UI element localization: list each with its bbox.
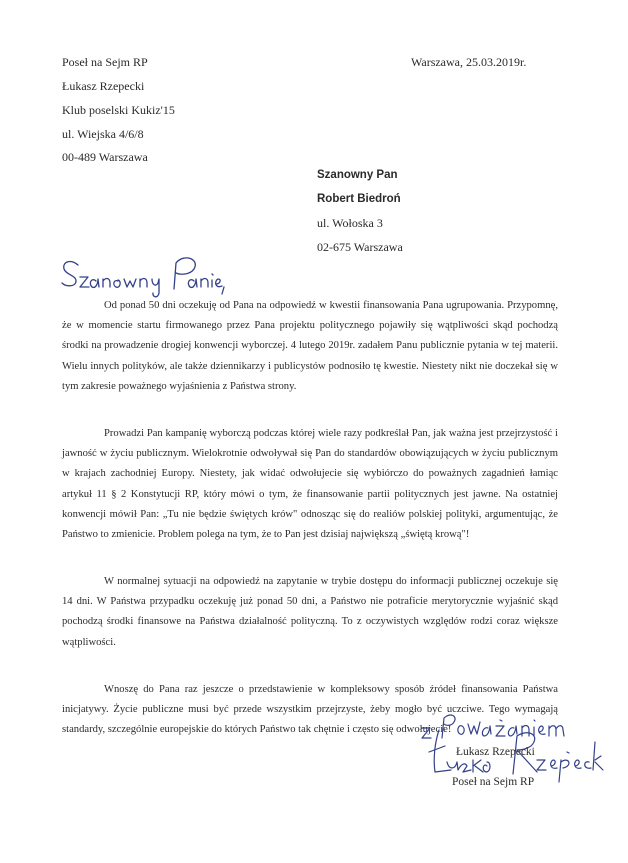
handwritten-greeting [58, 243, 228, 299]
recipient-name: Robert Biedroń [317, 193, 401, 205]
sender-city: 00-489 Warszawa [62, 150, 148, 164]
sender-street: ul. Wiejska 4/6/8 [62, 127, 144, 141]
body-paragraph-4: Wnoszę do Pana raz jeszcze o przedstawienie w kompleksowy sposób źródeł finansowania Państwa inicjatywy. Życie publiczne musi być przede wszystkim przejrzyste, żeby mogło być uczciwe. Tego wymagają standardy, szczególnie europejskie do których Państwo tak chętnie i często się odwołujecie! [62, 684, 558, 736]
greeting-text: Szanowny Panie, [58, 298, 65, 299]
recipient-city: 02-675 Warszawa [317, 240, 403, 254]
handwritten-signature [425, 722, 605, 788]
recipient-salutation: Szanowny Pan [317, 169, 398, 181]
body-paragraph-1: Od ponad 50 dni oczekuję od Pana na odpowiedź w kwestii finansowania Pana ugrupowania. Przypomnę, że w momencie startu firmowanego przez Pana projektu politycznego pojawiły się wątpliwości skąd pochodzą środki na prowadzenie drogiej konwencji wyborczej. 4 lutego 2019r. zadałem Panu publicznie pytania w tej materii. Wielu innych polityków, ale także dziennikarzy i publicystów podnosiło tę kwestie. Niestety nikt nie doczekał się w tym zakresie poważnego wyjaśnienia z Państwa strony. [62, 300, 558, 392]
sender-title: Poseł na Sejm RP [62, 55, 148, 69]
body-paragraph-3: W normalnej sytuacji na odpowiedź na zapytanie w trybie dostępu do informacji publicznej oczekuje się 14 dni. W Państwa przypadku oczekuję już ponad 50 dni, a Państwo nie potraficie merytorycznie wyjaśnić skąd pochodzą środki finansowe na Państwa działalność polityczną. To z oczywistych względów rodzi coraz większe wątpliwości. [62, 576, 558, 648]
signatory-name: Łukasz Rzepecki [456, 746, 535, 758]
signature-text: Łukasz Rzepecki [425, 787, 432, 788]
signatory-title: Poseł na Sejm RP [452, 776, 535, 788]
sender-name: Łukasz Rzepecki [62, 79, 145, 93]
sender-club: Klub poselski Kukiz'15 [62, 103, 175, 117]
letter-date: Warszawa, 25.03.2019r. [411, 55, 527, 69]
body-paragraph-2: Prowadzi Pan kampanię wyborczą podczas której wiele razy podkreślał Pan, jak ważna jest przejrzystość i jawność w życiu publicznym. Wielokrotnie odwoływał się Pan do standardów obowiązujących w życiu publicznym w krajach zachodniej Europy. Niestety, jak widać odwołujecie się wybiórczo do poważnych zagadnień łamiąc artykuł 11 § 2 Konstytucji RP, który mówi o tym, że finansowanie partii politycznych jest jawne. Na ostatniej konwencji mówił Pan: „Tu nie będzie świętych krów" odnosząc się do realiów polskiej polityki, argumentując, że Państwo to zmienicie. Problem polega na tym, że to Pan jest dzisiaj największą „świętą krową"! [62, 428, 558, 541]
closing-text: z poważaniem [418, 743, 424, 744]
recipient-street: ul. Wołoska 3 [317, 216, 383, 230]
